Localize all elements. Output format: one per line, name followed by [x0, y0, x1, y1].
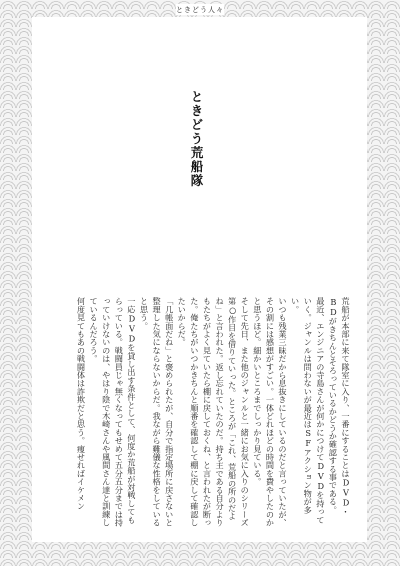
- article-title: ときどう荒船隊: [189, 90, 204, 188]
- paragraph: 「几帳面だね」と褒められたが、自分で指定場所に戻さないと整理した気にならないからだ。我ながら難儀な性格をしていると思う。: [139, 297, 175, 527]
- article-body: [75, 297, 352, 527]
- paragraph: そして先日、また他のジャンルと一緒にお気に入りのシリーズ第○作目を借りていった。ところが「これ、荒船の所のだよね」と言われた。返し忘れていたのだ。持ち主である自分よりもたちがよく見ていたら棚に戻しておくね、と言われたが断った。俺たちがいつかきちんと順番を確認して棚に戻して確認したいからだ。: [177, 297, 251, 527]
- paragraph: いつも残業三昧だから息抜きにしているのだと言っていたが、その割には感想がすごい。一体どれほどの時間を費やしたのかと思うほど。細かいところまでしっかり見ている。: [252, 297, 289, 527]
- paragraph: 何度見てもあの戦闘体は詐欺だと思う。痩せればイケメン: [76, 297, 87, 511]
- paragraph: 最近、エンジニアの寺島さんが何かにつけてDVDを持っていく。ジャンルは問わないが最近はSFアクション物が多い。: [290, 297, 326, 524]
- running-header: ときどう人々: [176, 5, 224, 14]
- paragraph: 荒船が本部に来て隊室に入り、一番にすることはDVD・BDがきちんとそろっているかどうか確認する事である。: [328, 297, 351, 516]
- paragraph: 一応DVDを貸し出す条件として、何度か荒船が対戦してもらっている。戦闘員じゃ無くなってもせめて五分五分までは持っていけないのは、やはり陰で木崎さんや風間さん達と訓練しているんだろう。: [89, 297, 137, 527]
